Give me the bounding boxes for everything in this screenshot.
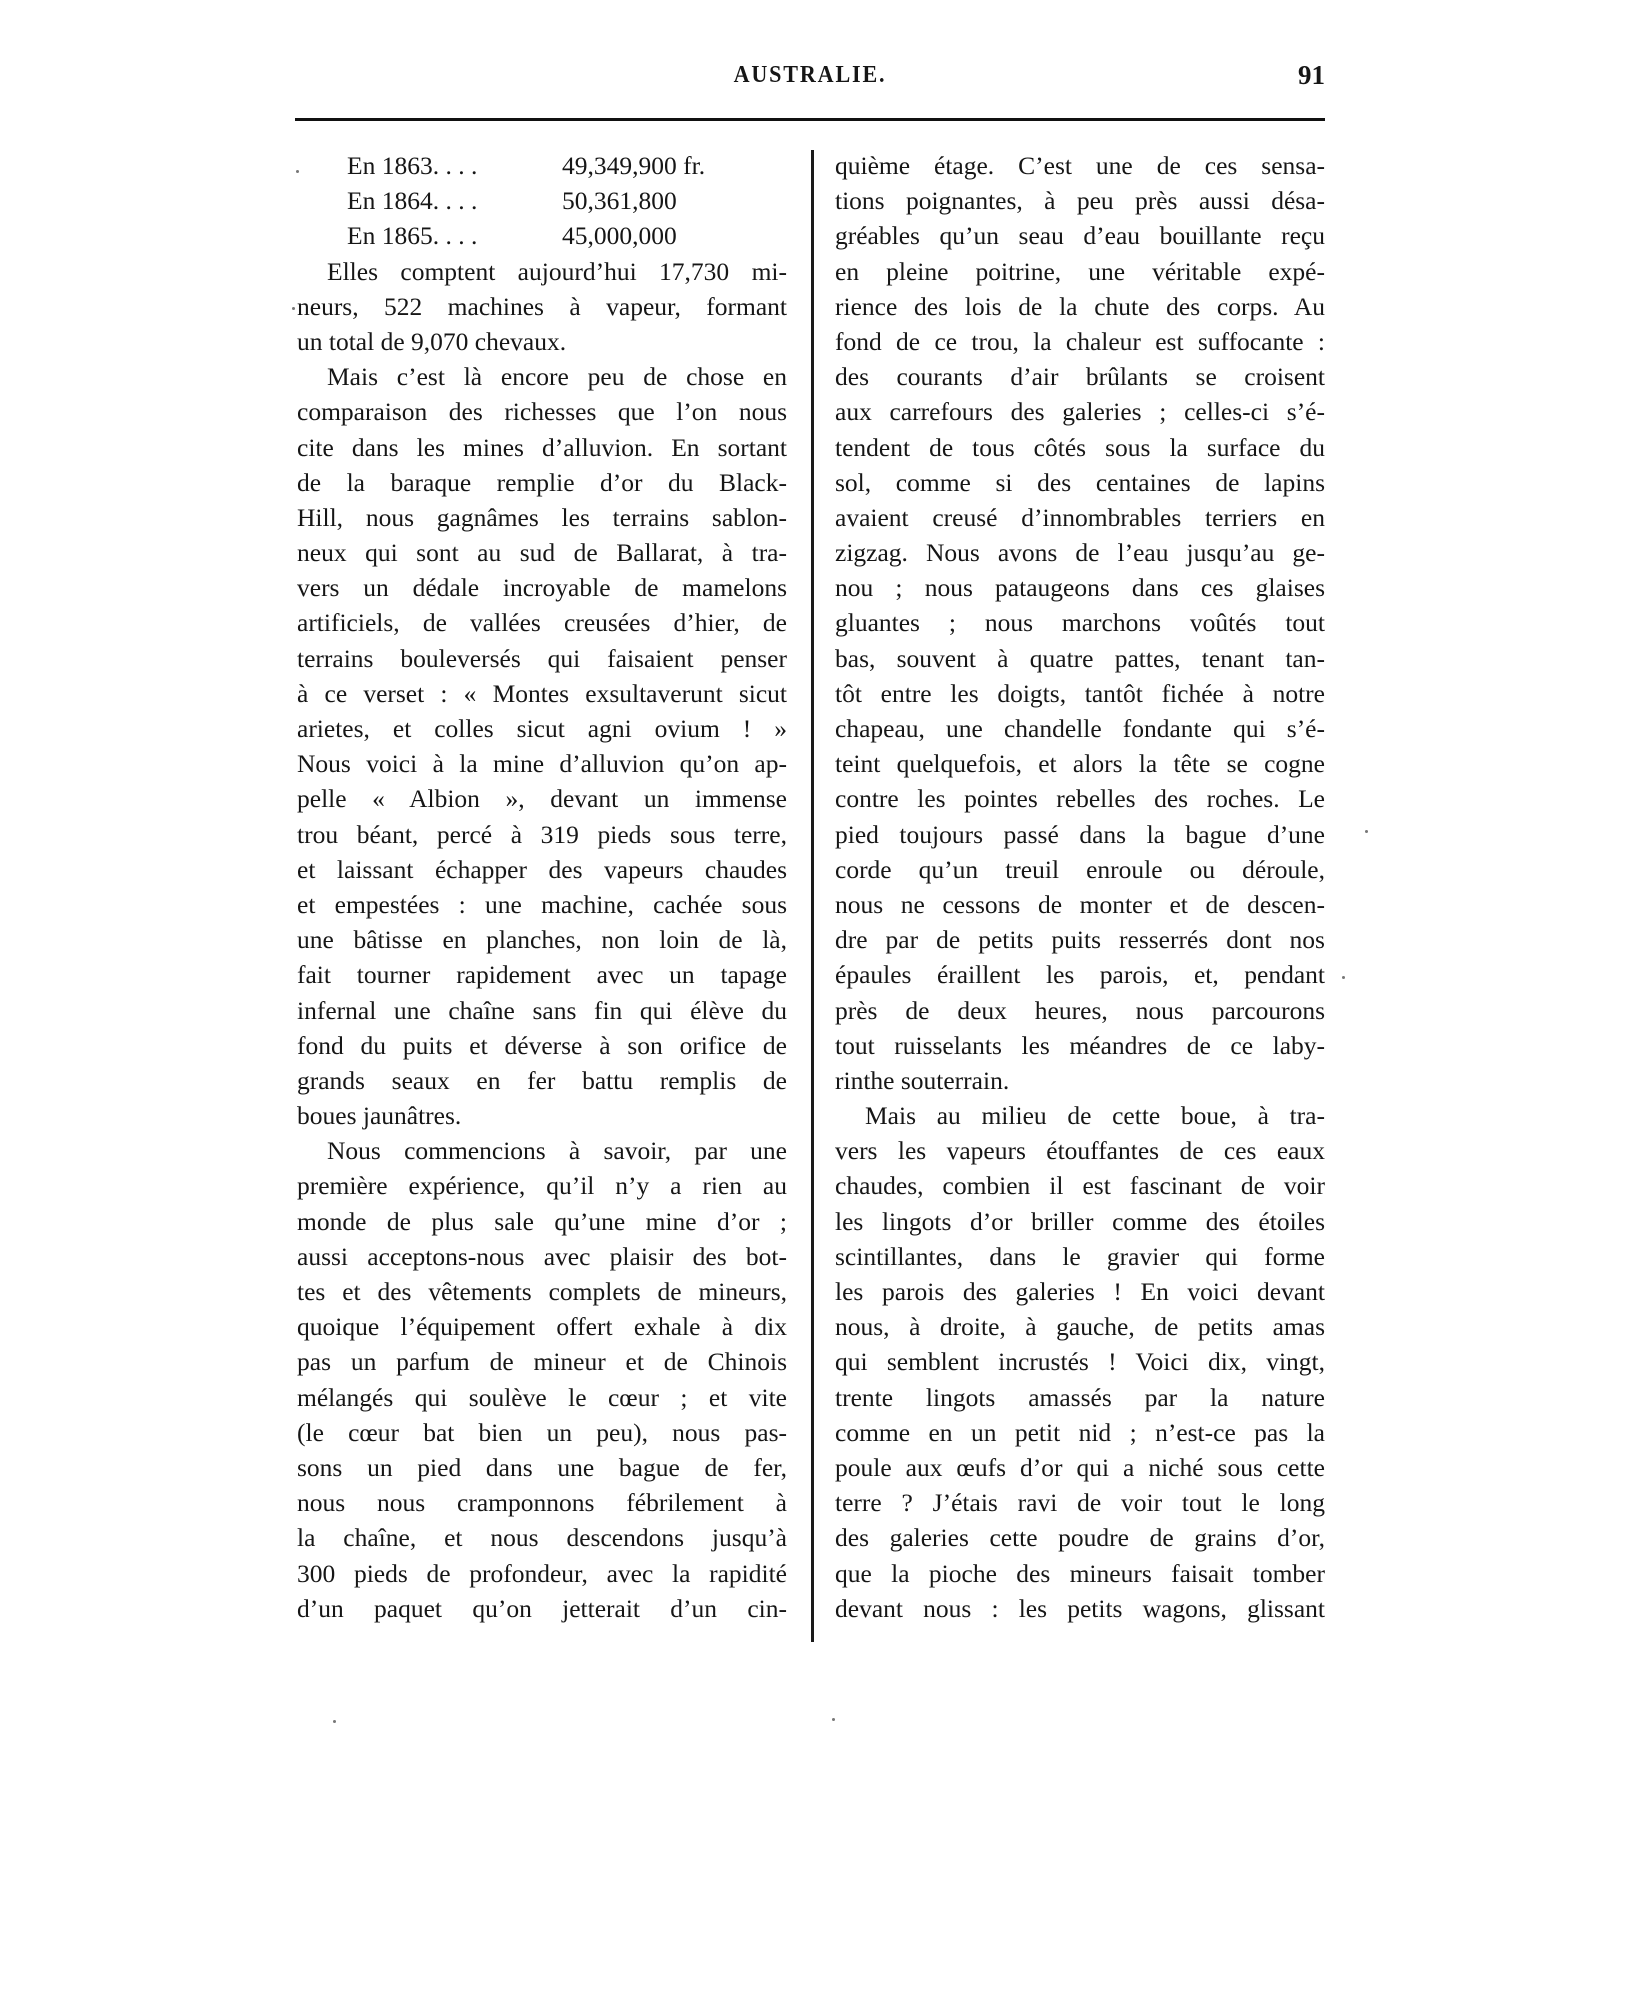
text-line: sons un pied dans une bague de fer, [297, 1452, 787, 1482]
text-line: qui semblent incrustés ! Voici dix, vingt, [835, 1347, 1325, 1377]
stat-row [297, 218, 787, 253]
text-line: chaudes, combien il est fascinant de voir [835, 1171, 1325, 1201]
text-line: zigzag. Nous avons de l’eau jusqu’au ge- [835, 538, 1325, 568]
column-divider [811, 150, 814, 1642]
stat-row [297, 183, 787, 218]
header-rule [295, 118, 1325, 121]
text-line: avaient creusé d’innombrables terriers en [835, 502, 1325, 532]
text-line: que la pioche des mineurs faisait tomber [835, 1558, 1325, 1588]
text-line: près de deux heures, nous parcourons [835, 995, 1325, 1025]
running-head [295, 58, 1325, 98]
right-column [835, 148, 1325, 1626]
text-line: neux qui sont au sud de Ballarat, à tra- [297, 538, 787, 568]
text-line: sol, comme si des centaines de lapins [835, 467, 1325, 497]
text-line: artificiels, de vallées creusées d’hier, de [297, 608, 787, 638]
text-line: vers les vapeurs étouffantes de ces eaux [835, 1136, 1325, 1166]
text-line: pas un parfum de mineur et de Chinois [297, 1347, 787, 1377]
scan-speck [1365, 830, 1368, 833]
text-line: trente lingots amassés par la nature [835, 1382, 1325, 1412]
text-line: fond du puits et déverse à son orifice de [297, 1030, 787, 1060]
text-line: nous nous cramponnons fébrilement à [297, 1488, 787, 1518]
text-line: Elles comptent aujourd’hui 17,730 mi- [327, 256, 787, 286]
stat-year: En 1865. . . . [347, 221, 478, 251]
text-line: gluantes ; nous marchons voûtés tout [835, 608, 1325, 638]
text-line: teint quelquefois, et alors la tête se cogne [835, 749, 1325, 779]
text-line: terrains bouleversés qui faisaient penser [297, 643, 787, 673]
text-line: vers un dédale incroyable de mamelons [297, 573, 787, 603]
text-line: gréables qu’un seau d’eau bouillante reçu [835, 221, 1325, 251]
text-line: première expérience, qu’il n’y a rien au [297, 1171, 787, 1201]
scan-speck [1342, 976, 1345, 979]
text-line: un total de 9,070 chevaux. [297, 326, 567, 356]
text-line: quième étage. C’est une de ces sensa- [835, 151, 1325, 180]
text-line: boues jaunâtres. [297, 1101, 462, 1131]
left-column-text [297, 254, 787, 1626]
text-line: les lingots d’or briller comme des étoiles [835, 1206, 1325, 1236]
text-line: grands seaux en fer battu remplis de [297, 1065, 787, 1095]
text-line: en pleine poitrine, une véritable expé- [835, 256, 1325, 286]
text-line: (le cœur bat bien un peu), nous pas- [297, 1417, 787, 1447]
text-line: neurs, 522 machines à vapeur, formant [297, 291, 787, 321]
text-line: aux carrefours des galeries ; celles-ci s’é- [835, 397, 1325, 427]
running-title: AUSTRALIE. [733, 62, 887, 88]
text-line: poule aux œufs d’or qui a niché sous cette [835, 1452, 1325, 1482]
text-line: pelle « Albion », devant un immense [297, 784, 787, 814]
stat-year: En 1863. . . . [347, 151, 478, 180]
text-line: les parois des galeries ! En voici devant [835, 1277, 1325, 1306]
stat-value: 45,000,000 [562, 221, 677, 251]
text-line: à ce verset : « Montes exsultaverunt sicut [297, 678, 787, 708]
text-line: corde qu’un treuil enroule ou déroule, [835, 854, 1325, 884]
stat-value: 49,349,900 fr. [562, 151, 706, 180]
text-line: d’un paquet qu’on jetterait d’un cin- [297, 1593, 787, 1623]
text-line: nous, à droite, à gauche, de petits amas [835, 1312, 1325, 1342]
text-line: pied toujours passé dans la bague d’une [835, 819, 1325, 849]
text-line: monde de plus sale qu’une mine d’or ; [297, 1206, 787, 1236]
left-column [297, 148, 787, 1626]
text-line: une bâtisse en planches, non loin de là, [297, 925, 787, 955]
text-line: contre les pointes rebelles des roches. Le [835, 784, 1325, 814]
stat-row [297, 148, 787, 183]
scan-speck [296, 170, 299, 173]
text-line: Nous commencions à savoir, par une [327, 1136, 787, 1166]
text-line: cite dans les mines d’alluvion. En sortant [297, 432, 787, 462]
text-line: devant nous : les petits wagons, glissant [835, 1593, 1325, 1623]
text-line: quoique l’équipement offert exhale à dix [297, 1312, 787, 1342]
text-line: fait tourner rapidement avec un tapage [297, 960, 787, 990]
text-line: tes et des vêtements complets de mineurs, [297, 1277, 787, 1306]
text-line: fond de ce trou, la chaleur est suffocante : [835, 326, 1325, 356]
text-line: 300 pieds de profondeur, avec la rapidité [297, 1558, 787, 1588]
text-line: dre par de petits puits resserrés dont nos [835, 925, 1325, 955]
scan-speck [832, 1718, 835, 1721]
text-line: bas, souvent à quatre pattes, tenant tan- [835, 643, 1325, 673]
text-line: tôt entre les doigts, tantôt fichée à notre [835, 678, 1325, 708]
text-line: de la baraque remplie d’or du Black- [297, 467, 787, 497]
right-column-text [835, 148, 1325, 1626]
scan-speck [333, 1720, 336, 1723]
text-line: la chaîne, et nous descendons jusqu’à [297, 1523, 787, 1553]
text-line: nou ; nous pataugeons dans ces glaises [835, 573, 1325, 603]
text-line: épaules éraillent les parois, et, pendant [835, 960, 1325, 990]
text-line: trou béant, percé à 319 pieds sous terre, [297, 819, 787, 849]
text-line: Hill, nous gagnâmes les terrains sablon- [297, 502, 787, 532]
text-line: rinthe souterrain. [835, 1065, 1010, 1095]
text-line: comparaison des richesses que l’on nous [297, 397, 787, 427]
text-line: tendent de tous côtés sous la surface du [835, 432, 1325, 462]
text-line: des courants d’air brûlants se croisent [835, 362, 1325, 392]
scan-speck [292, 307, 295, 310]
text-line: mélangés qui soulève le cœur ; et vite [297, 1382, 787, 1412]
text-line: tions poignantes, à peu près aussi désa- [835, 186, 1325, 216]
stat-year: En 1864. . . . [347, 186, 478, 216]
text-line: et laissant échapper des vapeurs chaudes [297, 854, 787, 884]
text-line: des galeries cette poudre de grains d’or, [835, 1523, 1325, 1553]
text-line: nous ne cessons de monter et de descen- [835, 889, 1325, 919]
text-line: aussi acceptons-nous avec plaisir des bot- [297, 1241, 787, 1271]
text-line: comme en un petit nid ; n’est-ce pas la [835, 1417, 1325, 1447]
text-line: et empestées : une machine, cachée sous [297, 889, 787, 919]
stat-value: 50,361,800 [562, 186, 677, 216]
text-line: tout ruisselants les méandres de ce laby- [835, 1030, 1325, 1060]
page-number: 91 [1298, 60, 1325, 90]
text-line: Nous voici à la mine d’alluvion qu’on ap- [297, 749, 787, 779]
text-line: scintillantes, dans le gravier qui forme [835, 1241, 1325, 1271]
text-line: infernal une chaîne sans fin qui élève du [297, 995, 787, 1025]
text-line: terre ? J’étais ravi de voir tout le long [835, 1488, 1325, 1518]
text-line: rience des lois de la chute des corps. Au [835, 291, 1325, 321]
text-line: Mais c’est là encore peu de chose en [327, 362, 787, 392]
text-line: Mais au milieu de cette boue, à tra- [865, 1101, 1325, 1131]
text-line: chapeau, une chandelle fondante qui s’é- [835, 714, 1325, 743]
text-line: arietes, et colles sicut agni ovium ! » [297, 714, 787, 743]
